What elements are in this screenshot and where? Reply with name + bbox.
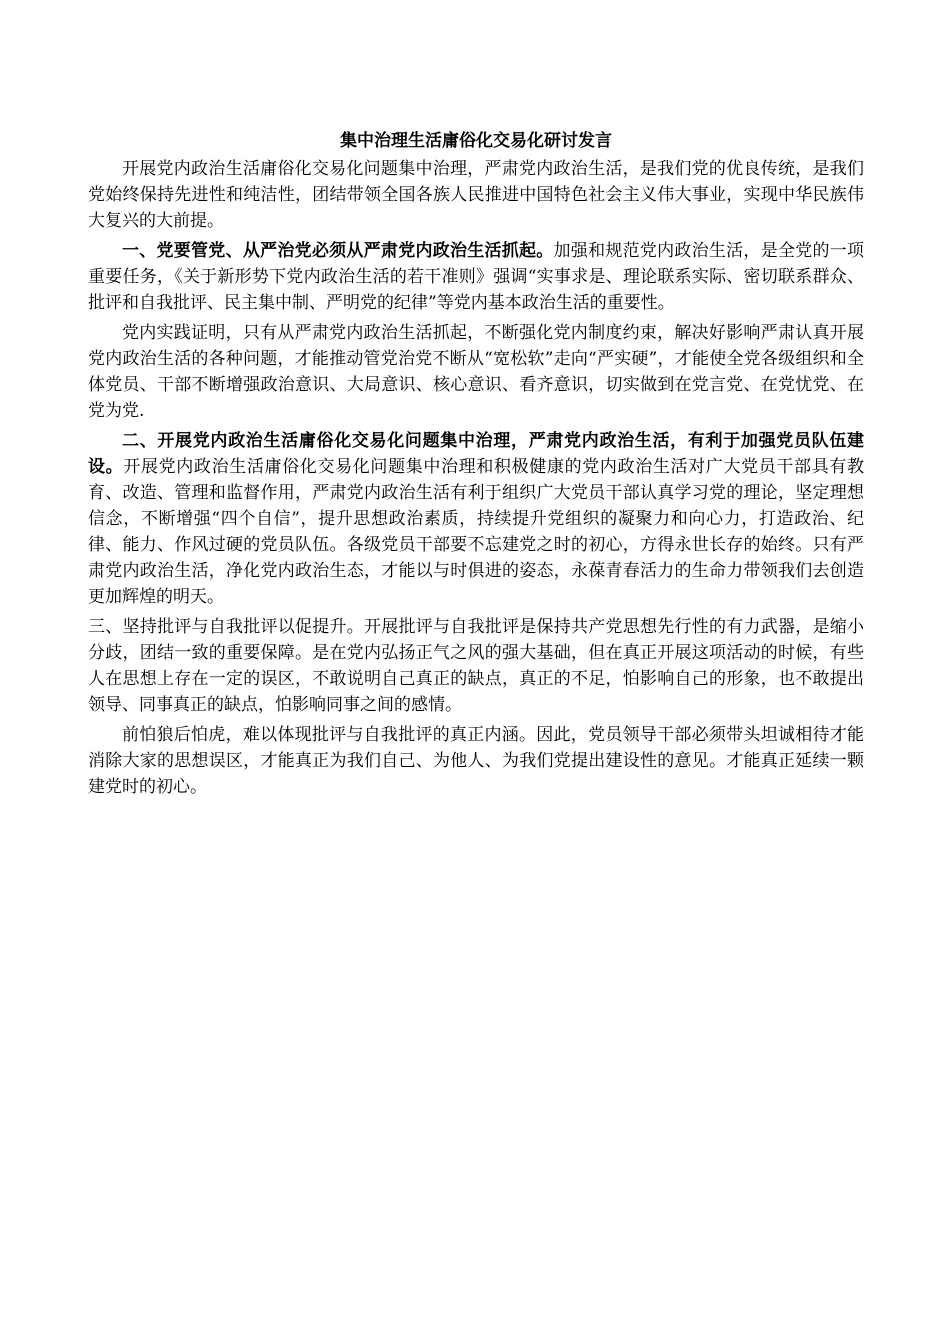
section-heading: 二、开展党内政治生活庸俗化交易化问题集中治理，严肃党内政治生活，有利于加强党员队伍建设。 [88, 431, 864, 477]
paragraph-text: 开展党内政治生活庸俗化交易化问题集中治理和积极健康的党内政治生活对广大党员干部具有教育、改造、管理和监督作用，严肃党内政治生活有利于组织广大党员干部认真学习党的理论，坚定理想信念，不断增强“四个自信”，提升思想政治素质，持续提升党组织的凝聚力和向心力，打造政治、纪律、能力、作风过硬的党员队伍。各级党员干部要不忘建党之时的初心，方得永世长存的始终。只有严肃党内政治生活，净化党内政治生态，才能以与时俱进的姿态，永葆青春活力的生命力带领我们去创造更加辉煌的明天。 [88, 457, 865, 607]
paragraph-section-1 [88, 238, 864, 316]
document-page [88, 128, 864, 804]
paragraph-conclusion [88, 722, 864, 800]
document-title: 集中治理生活庸俗化交易化研讨发言 [340, 131, 612, 151]
paragraph-section-3 [88, 614, 864, 718]
paragraph-section-2 [88, 428, 864, 610]
paragraph-text: 前怕狼后怕虎，难以体现批评与自我批评的真正内涵。因此，党员领导干部必须带头坦诚相待才能消除大家的思想误区，才能真正为我们自己、为他人、为我们党提出建设性的意见。才能真正延续一颗建党时的初心。 [88, 725, 864, 797]
paragraph-text: 党内实践证明，只有从严肃党内政治生活抓起，不断强化党内制度约束，解决好影响严肃认真开展党内政治生活的各种问题，才能推动管党治党不断从“宽松软”走向“严实硬”，才能使全党各级组织和全体党员、干部不断增强政治意识、大局意识、核心意识、看齐意识，切实做到在党言党、在党忧党、在党为党. [88, 323, 864, 421]
paragraph-text: 开展党内政治生活庸俗化交易化问题集中治理，严肃党内政治生活，是我们党的优良传统，是我们党始终保持先进性和纯洁性，团结带领全国各族人民推进中国特色社会主义伟大事业，实现中华民族伟大复兴的大前提。 [88, 159, 864, 231]
paragraph-text: 三、坚持批评与自我批评以促提升。开展批评与自我批评是保持共产党思想先行性的有力武器，是缩小分歧，团结一致的重要保障。是在党内弘扬正气之风的强大基础，但在真正开展这项活动的时候，有些人在思想上存在一定的误区，不敢说明自己真正的缺点，真正的不足，怕影响自己的形象，也不敢提出领导、同事真正的缺点，怕影响同事之间的感情。 [88, 617, 864, 715]
section-heading: 一、党要管党、从严治党必须从严肃党内政治生活抓起。 [122, 241, 554, 261]
paragraph-practice [88, 320, 864, 424]
paragraph-intro [88, 156, 864, 234]
paragraph-text: 加强和规范党内政治生活，是全党的一项重要任务，《关于新形势下党内政治生活的若干准则》强调“实事求是、理论联系实际、密切联系群众、批评和自我批评、民主集中制、严明党的纪律”等党内基本政治生活的重要性。 [88, 241, 864, 313]
